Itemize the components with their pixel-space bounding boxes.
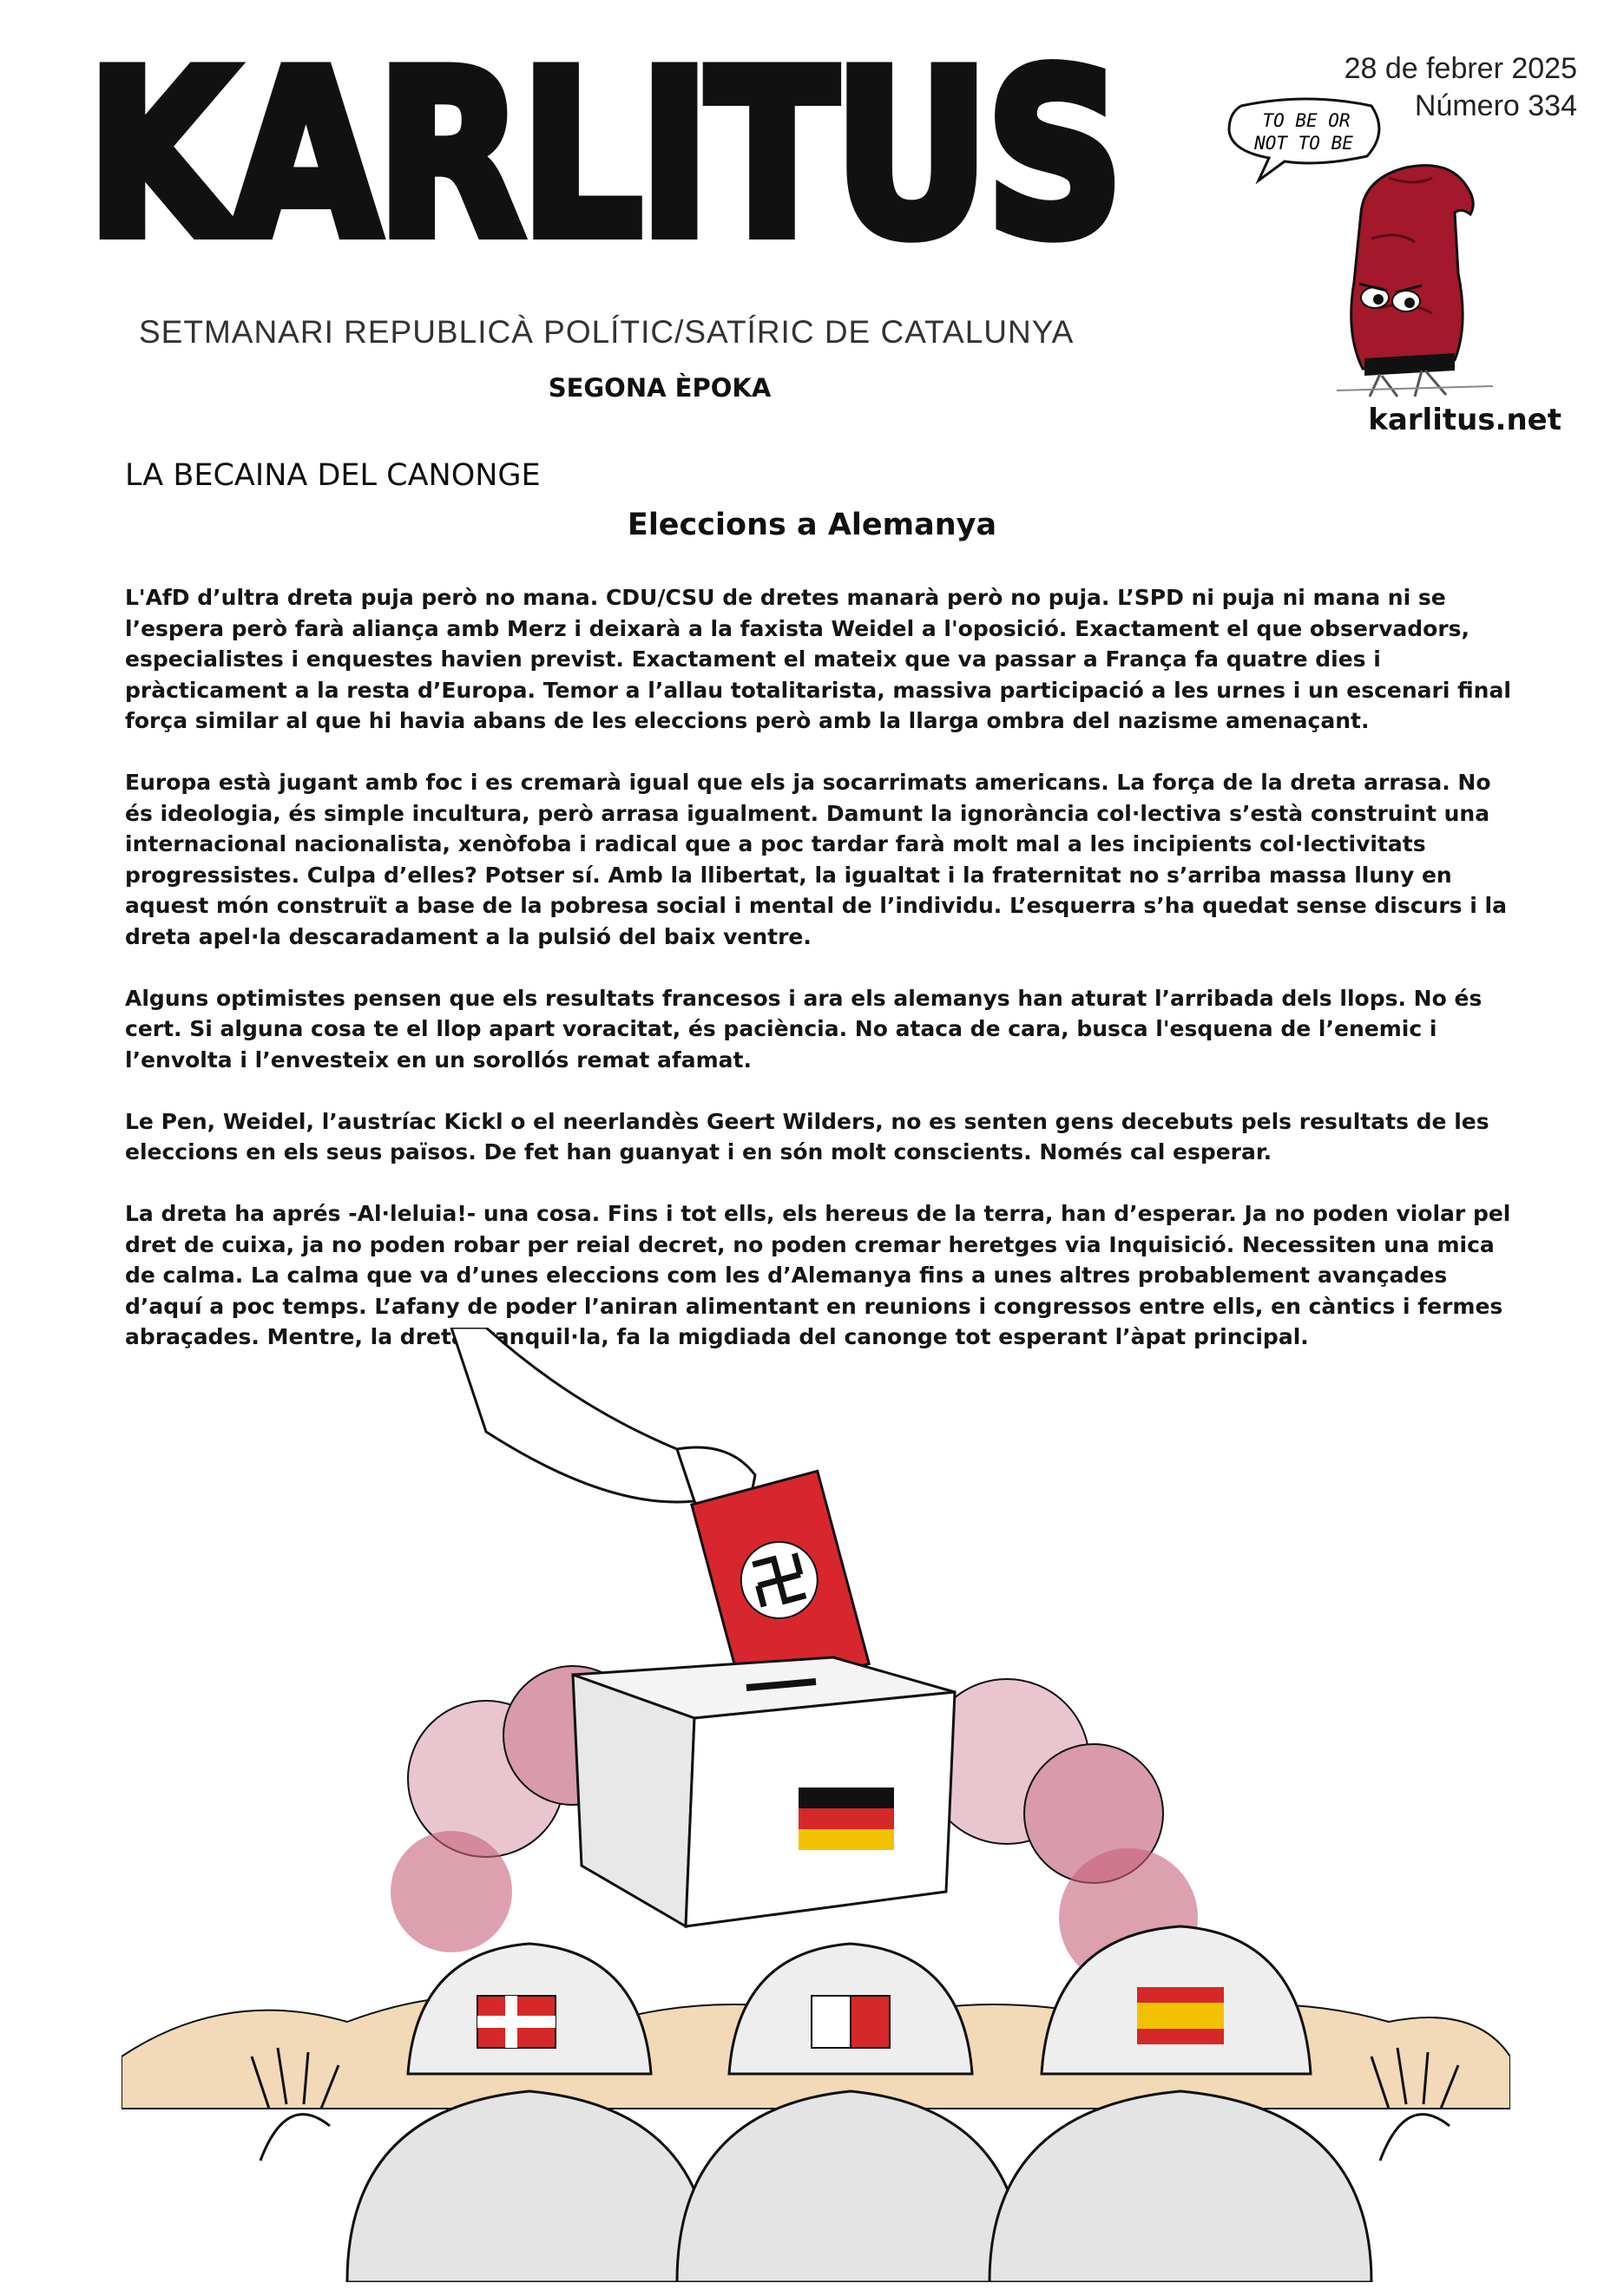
mascot-illustration <box>1285 152 1545 399</box>
bubble-line-1: TO BE OR <box>1262 110 1351 131</box>
website-link[interactable]: karlitus.net <box>1368 403 1562 437</box>
article-headline: Eleccions a Alemanya <box>627 508 997 542</box>
malta-flag-icon <box>812 1996 890 2048</box>
bubble-line-2: NOT TO BE <box>1254 133 1353 154</box>
section-label: LA BECAINA DEL CANONGE <box>125 458 541 493</box>
sleeve <box>451 1328 694 1502</box>
masthead-logo: KARLITUS <box>87 23 1121 288</box>
paragraph: Europa està jugant amb foc i es cremarà igual que els ja socarrimats americans. La força de la dreta arrasa. No és ideologia, és simple incultura, però arrasa igualment. Damunt la ignorància col·lectiva s’està construint una internacional nacionalista, xenòfoba i radical que a poc tardar farà molt mal a les incipients col·lectivitats progressistes. Culpa d’elles? Potser sí. Amb la llibertat, la igualtat i la fraternitat no s’arriba massa lluny en aquest món construït a base de la pobresa social i mental de l’individu. L’esquerra s’ha quedat sense discurs i la dreta apel·la descaradament a la pulsió del baix ventre. <box>125 770 1507 949</box>
issue-number: Número 334 <box>1414 89 1577 122</box>
paragraph: Alguns optimistes pensen que els resultats francesos i ara els alemanys han aturat l’arribada dels llops. No és cert. Si alguna cosa te el llop apart voracitat, és paciència. No ataca de cara, busca l'esquena de l’enemic i l’envolta i l’envesteix en un sorollós remat afamat. <box>125 985 1483 1073</box>
issue-date: 28 de febrer 2025 <box>1344 52 1577 85</box>
paragraph: L'AfD d’ultra dreta puja però no mana. CDU/CSU de dretes manarà però no puja. L’SPD ni puja ni mana ni se l’espera però farà aliança amb Merz i deixarà a la faxista Weidel a l'oposició. Exactament el que observadors, especialistes i enquestes havien previst. Exactament el mateix que va passar a França fa quatre dies i pràcticament a la resta d’Europa. Temor a l’allau totalitarista, massiva participació a les urnes i un escenari final força similar al que hi havia abans de les eleccions però amb la llarga ombra del nazisme amenaçant. <box>125 585 1511 733</box>
masthead-subtitle: SETMANARI REPUBLICÀ POLÍTIC/SATÍRIC DE CATALUNYA <box>139 314 1075 350</box>
spain-flag-icon <box>1137 1987 1224 2044</box>
era-label: SEGONA ÈPOKA <box>548 373 772 403</box>
paragraph: Le Pen, Weidel, l’austríac Kickl o el neerlandès Geert Wilders, no es senten gens decebuts pels resultats de les eleccions en els seus països. De fet han guanyat i en són molt conscients. Només cal esperar. <box>125 1108 1489 1164</box>
soldier-left <box>347 1944 712 2282</box>
cartoon-illustration <box>122 1328 1510 2282</box>
soldier-center <box>677 1944 1024 2282</box>
article-body <box>125 582 1514 1383</box>
denmark-flag-icon <box>477 1996 556 2048</box>
germany-flag-icon <box>799 1788 894 1850</box>
ballot-box <box>573 1657 955 1926</box>
paragraph: La dreta ha aprés -Al·leluia!- una cosa. Fins i tot ells, els hereus de la terra, han d’esperar. Ja no poden violar pel dret de cuixa, ja no poden robar per reial decret, no poden cremar heretges via Inquisició. Necessiten una mica de calma. La calma que va d’unes eleccions com les d’Alemanya fins a unes altres probablement avançades d’aquí a poc temps. L’afany de poder l’aniran alimentant en reunions i congressos entre ells, en càntics i fermes abraçades. Mentre, la dreta tranquil·la, fa la migdiada del canonge tot esperant l’àpat principal. <box>125 1201 1511 1349</box>
